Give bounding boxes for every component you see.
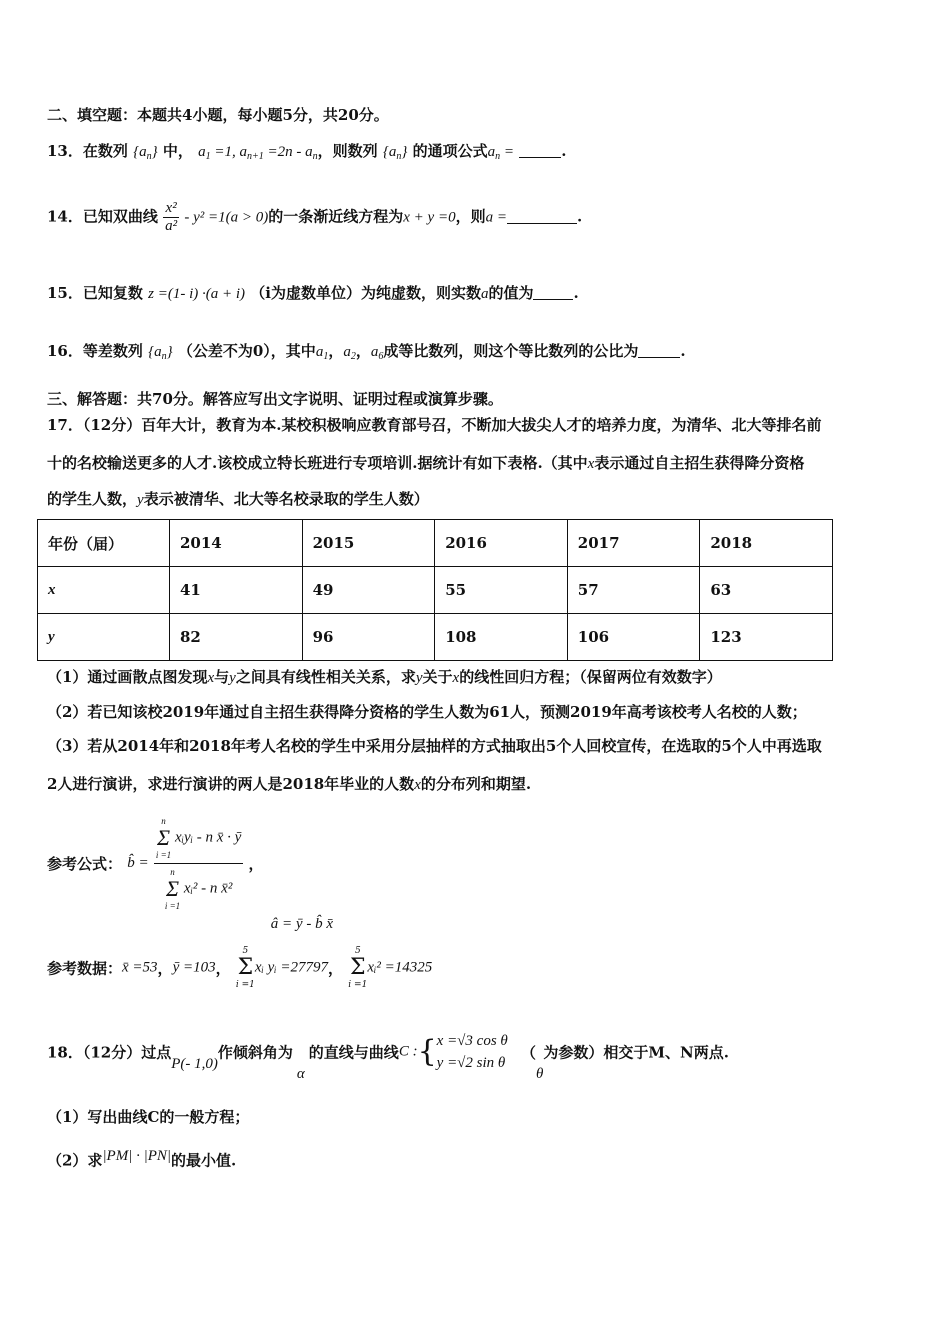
table-cell: 2016 (435, 520, 568, 567)
q17-x-var: x (587, 456, 595, 472)
data-y-bar: ȳ =103 (172, 959, 216, 976)
sum-symbol-x2: 5 Σ i =1 (348, 946, 368, 990)
q14-asymptote: x + y =0 (403, 209, 456, 226)
sum-symbol-bottom: n Σ i =1 (164, 867, 181, 911)
q16-comma-1: ， (328, 342, 344, 360)
formula-fraction (154, 815, 243, 912)
table-cell: 96 (302, 614, 435, 661)
question-13 (47, 140, 566, 162)
formula-denominator: xᵢ² - n x̄² (183, 880, 233, 897)
q13-seq-2: $\{a_n\}$ (382, 144, 408, 162)
q17-line-3b: 表示被清华、北大等名校录取的学生人数） (143, 490, 429, 508)
q18-part-2 (47, 1148, 236, 1171)
section2-heading: 二、填空题：本题共4小题，每小题5分，共20分。 (47, 106, 389, 124)
q14-text-1: 已知双曲线 (82, 207, 158, 226)
q17-data-table (37, 519, 833, 661)
table-cell: 41 (170, 567, 303, 614)
q16-answer-blank[interactable] (638, 343, 680, 358)
q17-part-1 (47, 666, 722, 687)
formula-label: 参考公式： (47, 855, 123, 873)
q17-line-3 (47, 488, 429, 509)
question-14 (47, 200, 582, 235)
q18-p2a: （2）求 (47, 1151, 103, 1170)
table-cell: 57 (567, 567, 700, 614)
q17-line-1: 17．（12分）百年大计，教育为本.某校积极响应教育部号召，不断加大拔尖人才的培养力度，为清华、北大等排名前 (47, 416, 822, 434)
q14-number: 14． (47, 207, 83, 226)
q16-tail: . (680, 342, 686, 360)
table-cell: 106 (567, 614, 700, 661)
table-cell: 2018 (700, 520, 833, 567)
q16-text-1: 等差数列 (82, 342, 143, 360)
table-row-year (38, 520, 833, 567)
sum-symbol-top: n Σ i =1 (155, 816, 172, 860)
q17-line-2b: 表示通过自主招生获得降分资格 (594, 454, 805, 472)
q17-part-3b (47, 773, 531, 794)
q18-text-b: 作倾斜角为 (217, 1043, 293, 1062)
table-cell: 2017 (567, 520, 700, 567)
q13-text-3: ，则数列 (317, 142, 378, 160)
q13-text-2: 中， (162, 142, 193, 160)
data-sum-x2: xᵢ² =14325 (367, 959, 433, 976)
q15-answer-blank[interactable] (533, 285, 573, 300)
q13-number: 13． (47, 142, 83, 160)
q18-text-d: （ (521, 1043, 537, 1062)
table-cell: 55 (435, 567, 568, 614)
formula-a-hat: â = ȳ - b̂ x̄ (270, 915, 333, 932)
q17-p1a: （1）通过画散点图发现 (47, 668, 208, 686)
q18-brace: { (417, 1034, 437, 1069)
q17-p1b: 与 (214, 668, 230, 686)
table-header-label: 年份（届） (38, 520, 170, 567)
q17-reference-formula (47, 815, 333, 933)
q18-point: P(- 1,0) (171, 1056, 218, 1072)
q17-reference-data (47, 945, 432, 991)
q16-a6: $a_6$ (370, 344, 384, 362)
q15-text-1: 已知复数 (82, 284, 143, 302)
table-row-y (38, 614, 833, 661)
q15-number: 15． (47, 284, 83, 302)
q17-line-2 (47, 452, 804, 473)
q15-expression: z =(1- i) ·(a + i) (148, 286, 246, 302)
question-15 (47, 282, 579, 303)
formula-b-hat: b̂ = (127, 855, 149, 871)
table-cell: 82 (170, 614, 303, 661)
q16-text-3: 成等比数列，则这个等比数列的公比为 (383, 342, 639, 360)
table-cell: 108 (435, 614, 568, 661)
table-y-label: y (38, 614, 170, 661)
q17-p1-x: x (207, 670, 215, 686)
q18-theta: θ (536, 1066, 544, 1082)
question-16 (47, 340, 686, 362)
question-18 (47, 1030, 729, 1083)
q15-text-3: 的值为 (488, 284, 534, 302)
q17-part-3a: （3）若从2014年和2018年考人名校的学生中采用分层抽样的方式抽取出5个人回校宣传，在选取的5个人中再选取 (47, 737, 822, 755)
q14-a-eq: a = (485, 209, 507, 226)
table-cell: 49 (302, 567, 435, 614)
q18-curve-label: C : (398, 1043, 418, 1060)
q14-expression: - y² =1(a > 0) (184, 209, 269, 226)
q18-alpha: α (296, 1066, 305, 1082)
table-cell: 63 (700, 567, 833, 614)
table-cell: 2014 (170, 520, 303, 567)
q15-tail: . (573, 284, 579, 302)
q13-text-4: 的通项公式 (412, 142, 488, 160)
table-cell: 2015 (302, 520, 435, 567)
q17-p3b: 2人进行演讲，求进行演讲的两人是2018年毕业的人数 (47, 775, 415, 793)
q15-var: a (480, 286, 489, 302)
data-sep-2: ， (215, 959, 231, 978)
q17-p1-y2: y (415, 670, 423, 686)
q18-eq-2: y =√2 sin θ (436, 1055, 506, 1071)
q16-a1: $a_1$ (315, 344, 329, 362)
data-label: 参考数据： (47, 959, 123, 978)
q17-p1c: 之间具有线性相关关系，求 (235, 668, 416, 686)
q16-seq: $\{a_n\}$ (148, 344, 173, 362)
q17-p3c: 的分布列和期望. (420, 775, 532, 793)
q17-part-2: （2）若已知该校2019年通过自主招生获得降分资格的学生人数为61人，预测2019年高考该校考人名校的人数； (47, 703, 807, 721)
q13-answer-blank[interactable] (519, 143, 561, 158)
q14-text-3: ，则 (455, 207, 486, 226)
q13-expression: $a_1 =1$, $a_{n+1} =2n - a_n$ (198, 144, 318, 162)
q17-line-3a: 的学生人数， (47, 490, 138, 508)
data-x-bar: x̄ =53 (122, 959, 158, 976)
section3-heading: 三、解答题：共70分。解答应写出文字说明、证明过程或演算步骤。 (47, 390, 503, 408)
q14-tail: . (576, 207, 583, 226)
q13-tail: . (561, 142, 567, 160)
q14-fraction: $\frac{\text{x²}}{\text{a²}}$ (165, 200, 178, 234)
q18-p2-expression: |PM| · |PN| (102, 1148, 172, 1164)
q18-text-e: 为参数）相交于M、N两点. (543, 1043, 729, 1062)
table-cell: 123 (700, 614, 833, 661)
q18-p2b: 的最小值. (171, 1151, 237, 1170)
q13-an: $a_n$ = (487, 144, 514, 162)
q17-p1d: 关于 (422, 668, 453, 686)
q17-p1-x2: x (452, 670, 460, 686)
q16-text-2: （公差不为0），其中 (177, 342, 316, 360)
q18-part-1: （1）写出曲线C的一般方程； (47, 1108, 250, 1126)
q17-p1-y: y (229, 670, 236, 686)
table-row-x (38, 567, 833, 614)
table-x-label: x (38, 567, 170, 614)
q15-text-2: （i为虚数单位）为纯虚数，则实数 (250, 284, 481, 302)
q17-p3-x: x (414, 777, 421, 793)
q14-answer-blank[interactable] (507, 209, 577, 224)
q16-number: 16． (47, 342, 83, 360)
q13-text-1: 在数列 (82, 142, 128, 160)
q17-y-var: y (137, 492, 144, 508)
q16-a2: $a_2$ (343, 344, 356, 362)
q17-line-2a: 十的名校输送更多的人才.该校成立特长班进行专项培训.据统计有如下表格.（其中 (47, 454, 588, 472)
q14-text-2: 的一条渐近线方程为 (268, 207, 404, 226)
q16-comma-2: ， (355, 342, 371, 360)
data-sep-3: ， (328, 959, 344, 978)
q17-p1e: 的线性回归方程；（保留两位有效数字） (459, 668, 722, 686)
q18-eq-1: x =√3 cos θ (436, 1033, 508, 1049)
q18-equation-system (437, 1030, 508, 1074)
q18-text-c: 的直线与曲线 (308, 1043, 399, 1062)
q13-seq: $\{a_n\}$ (133, 144, 158, 162)
data-sep-1: ， (157, 959, 173, 978)
data-sum-xy: xᵢ yᵢ =27797 (254, 959, 329, 976)
formula-numerator: xᵢyᵢ - n x̄ · ȳ (174, 829, 242, 846)
sum-symbol-xy: 5 Σ i =1 (235, 946, 255, 990)
q18-text-a: 18．（12分）过点 (47, 1043, 172, 1062)
formula-comma: ， (248, 855, 264, 873)
